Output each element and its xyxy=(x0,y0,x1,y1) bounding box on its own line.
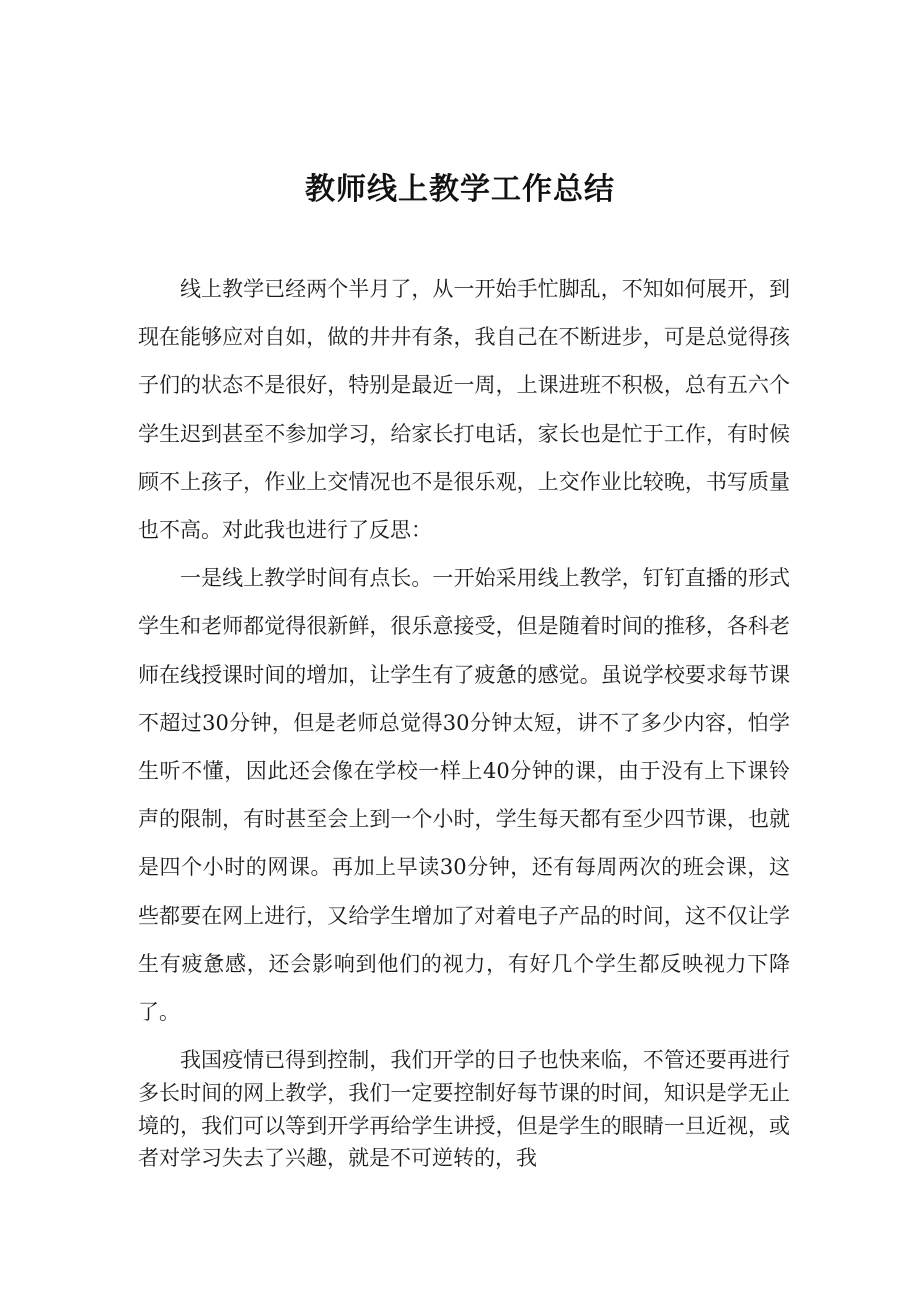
paragraph-conclusion: 我国疫情已得到控制，我们开学的日子也快来临，不管还要再进行多长时间的网上教学，我们一定要控制好每节课的时间，知识是学无止境的，我们可以等到开学再给学生讲授，但是学生的眼睛一旦近视，或者对学习失去了兴趣，就是不可逆转的，我 xyxy=(138,1048,790,1171)
paragraph-intro: 线上教学已经两个半月了，从一开始手忙脚乱，不知如何展开，到现在能够应对自如，做的井井有条，我自己在不断进步，可是总觉得孩子们的状态不是很好，特别是最近一周，上课进班不积极，总有五六个学生迟到甚至不参加学习，给家长打电话，家长也是忙于工作，有时候顾不上孩子，作业上交情况也不是很乐观，上交作业比较晚，书写质量也不高。对此我也进行了反思： xyxy=(138,277,790,543)
document-title: 教师线上教学工作总结 xyxy=(305,172,615,207)
paragraph-reflection-1: 一是线上教学时间有点长。一开始采用线上教学，钉钉直播的形式学生和老师都觉得很新鲜，很乐意接受，但是随着时间的推移，各科老师在线授课时间的增加，让学生有了疲惫的感觉。虽说学校要求每节课不超过30分钟，但是老师总觉得30分钟太短，讲不了多少内容，怕学生听不懂，因此还会像在学校一样上40分钟的课，由于没有上下课铃声的限制，有时甚至会上到一个小时，学生每天都有至少四节课，也就是四个小时的网课。再加上早读30分钟，还有每周两次的班会课，这些都要在网上进行，又给学生增加了对着电子产品的时间，这不仅让学生有疲惫感，还会影响到他们的视力，有好几个学生都反映视力下降了。 xyxy=(138,566,790,1025)
body-block-continued xyxy=(138,1044,790,1175)
body-block-main xyxy=(138,265,790,1036)
